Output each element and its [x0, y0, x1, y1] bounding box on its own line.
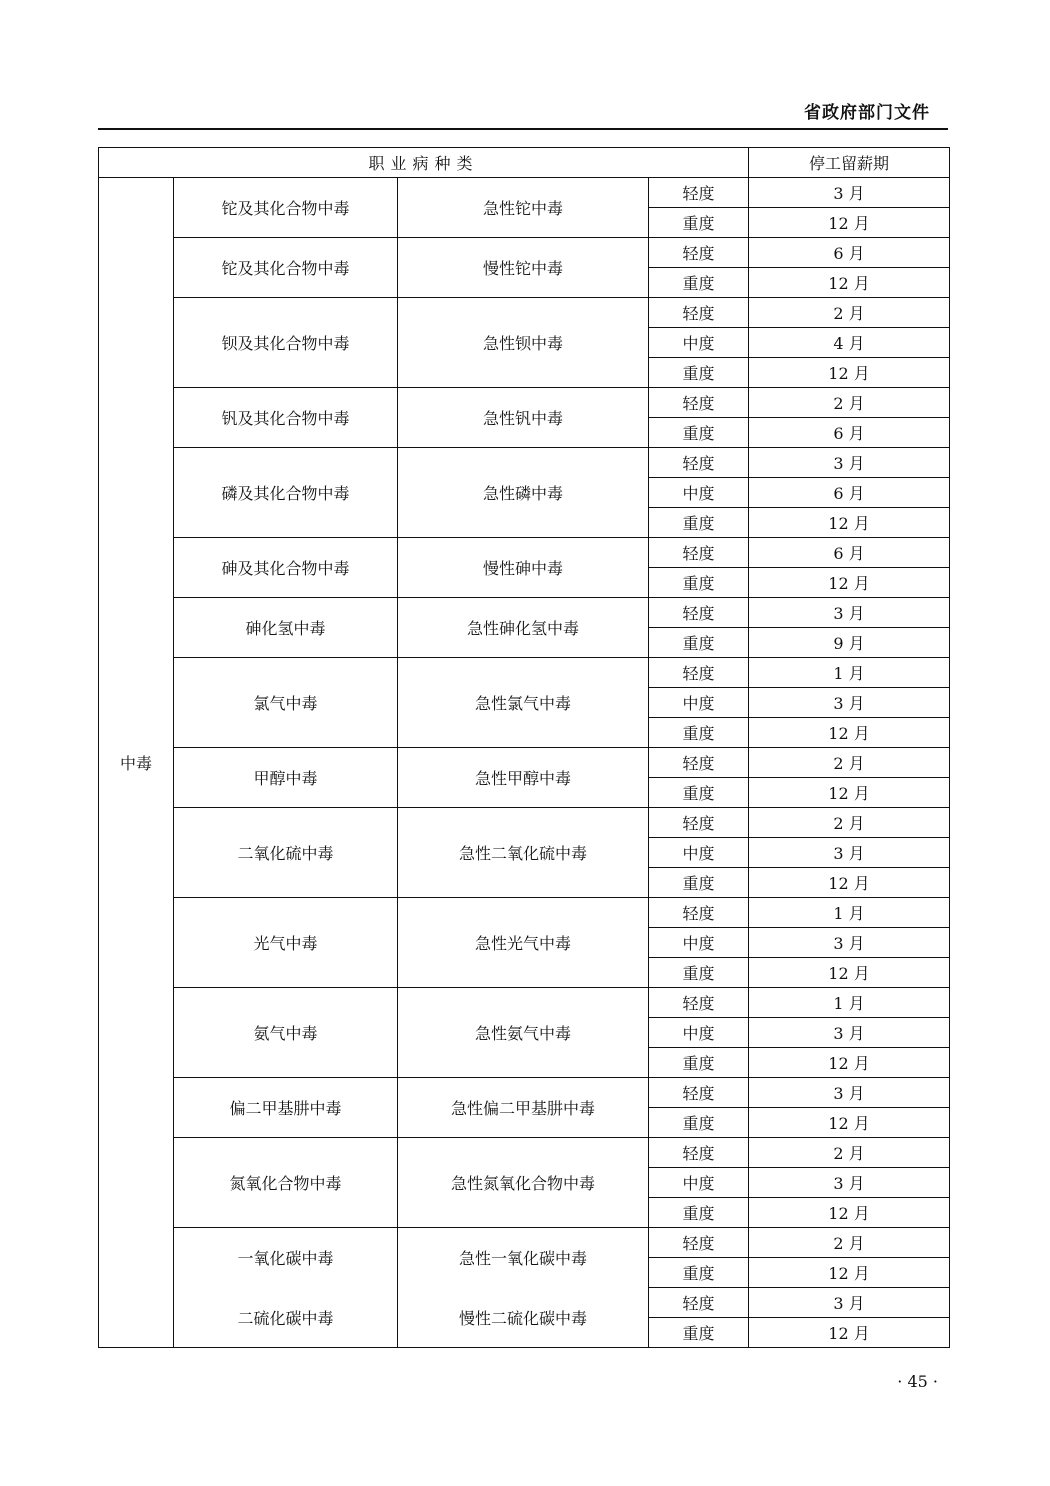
- disease-type-cell: 急性一氧化碳中毒: [398, 1228, 649, 1288]
- leave-period-cell: 12 月: [749, 958, 950, 988]
- category-cell: 中毒: [99, 178, 174, 1348]
- severity-cell: 中度: [649, 838, 749, 868]
- severity-cell: 中度: [649, 328, 749, 358]
- leave-period-cell: 1 月: [749, 988, 950, 1018]
- leave-period-cell: 3 月: [749, 1288, 950, 1318]
- severity-cell: 轻度: [649, 388, 749, 418]
- severity-cell: 重度: [649, 718, 749, 748]
- leave-period-cell: 2 月: [749, 388, 950, 418]
- table-row: [99, 598, 950, 628]
- disease-type-cell: 急性铊中毒: [398, 178, 649, 238]
- disease-name-cell: 二氧化硫中毒: [174, 808, 398, 898]
- disease-type-cell: 急性氨气中毒: [398, 988, 649, 1078]
- disease-name-cell: 光气中毒: [174, 898, 398, 988]
- severity-cell: 轻度: [649, 178, 749, 208]
- table-row: [99, 748, 950, 778]
- severity-cell: 重度: [649, 1048, 749, 1078]
- table-row: [99, 1078, 950, 1108]
- disease-type-cell: 急性甲醇中毒: [398, 748, 649, 808]
- leave-period-cell: 12 月: [749, 1108, 950, 1138]
- leave-period-cell: 6 月: [749, 538, 950, 568]
- disease-name-cell: 二硫化碳中毒: [174, 1288, 398, 1348]
- leave-period-cell: 12 月: [749, 778, 950, 808]
- page-header-title: 省政府部门文件: [804, 103, 930, 123]
- severity-cell: 轻度: [649, 658, 749, 688]
- severity-cell: 重度: [649, 1318, 749, 1348]
- disease-name-cell: 一氧化碳中毒: [174, 1228, 398, 1288]
- table-body: [99, 148, 950, 1348]
- severity-cell: 轻度: [649, 1138, 749, 1168]
- leave-period-cell: 6 月: [749, 478, 950, 508]
- occupational-disease-table: [98, 147, 950, 1348]
- disease-type-cell: 慢性二硫化碳中毒: [398, 1288, 649, 1348]
- disease-type-cell: 急性砷化氢中毒: [398, 598, 649, 658]
- disease-type-cell: 急性氯气中毒: [398, 658, 649, 748]
- leave-period-cell: 3 月: [749, 1018, 950, 1048]
- leave-period-cell: 12 月: [749, 718, 950, 748]
- disease-type-cell: 急性磷中毒: [398, 448, 649, 538]
- severity-cell: 重度: [649, 628, 749, 658]
- leave-period-cell: 12 月: [749, 1048, 950, 1078]
- leave-period-cell: 3 月: [749, 838, 950, 868]
- severity-cell: 重度: [649, 508, 749, 538]
- severity-cell: 中度: [649, 928, 749, 958]
- leave-period-cell: 2 月: [749, 298, 950, 328]
- leave-period-cell: 12 月: [749, 508, 950, 538]
- severity-cell: 轻度: [649, 808, 749, 838]
- severity-cell: 轻度: [649, 298, 749, 328]
- severity-cell: 重度: [649, 958, 749, 988]
- disease-name-cell: 氮氧化合物中毒: [174, 1138, 398, 1228]
- severity-cell: 轻度: [649, 748, 749, 778]
- header-leave-period: 停工留薪期: [749, 148, 950, 178]
- leave-period-cell: 2 月: [749, 808, 950, 838]
- leave-period-cell: 6 月: [749, 418, 950, 448]
- leave-period-cell: 12 月: [749, 208, 950, 238]
- leave-period-cell: 12 月: [749, 1198, 950, 1228]
- severity-cell: 轻度: [649, 1228, 749, 1258]
- leave-period-cell: 2 月: [749, 1138, 950, 1168]
- header-disease-category: 职业病种类: [99, 148, 749, 178]
- disease-name-cell: 氨气中毒: [174, 988, 398, 1078]
- disease-name-cell: 磷及其化合物中毒: [174, 448, 398, 538]
- leave-period-cell: 1 月: [749, 898, 950, 928]
- leave-period-cell: 12 月: [749, 358, 950, 388]
- severity-cell: 轻度: [649, 448, 749, 478]
- severity-cell: 轻度: [649, 1288, 749, 1318]
- disease-name-cell: 氯气中毒: [174, 658, 398, 748]
- leave-period-cell: 3 月: [749, 448, 950, 478]
- leave-period-cell: 3 月: [749, 1168, 950, 1198]
- leave-period-cell: 1 月: [749, 658, 950, 688]
- severity-cell: 中度: [649, 1018, 749, 1048]
- disease-type-cell: 急性偏二甲基肼中毒: [398, 1078, 649, 1138]
- leave-period-cell: 3 月: [749, 928, 950, 958]
- severity-cell: 中度: [649, 1168, 749, 1198]
- leave-period-cell: 3 月: [749, 1078, 950, 1108]
- leave-period-cell: 12 月: [749, 568, 950, 598]
- leave-period-cell: 2 月: [749, 1228, 950, 1258]
- leave-period-cell: 3 月: [749, 178, 950, 208]
- severity-cell: 重度: [649, 208, 749, 238]
- disease-name-cell: 钡及其化合物中毒: [174, 298, 398, 388]
- severity-cell: 重度: [649, 358, 749, 388]
- disease-name-cell: 钒及其化合物中毒: [174, 388, 398, 448]
- severity-cell: 重度: [649, 568, 749, 598]
- leave-period-cell: 12 月: [749, 868, 950, 898]
- table-row: [99, 388, 950, 418]
- disease-name-cell: 铊及其化合物中毒: [174, 178, 398, 238]
- header-divider: [98, 128, 948, 130]
- table-row: [99, 1288, 950, 1318]
- table-row: [99, 658, 950, 688]
- severity-cell: 轻度: [649, 598, 749, 628]
- disease-name-cell: 砷化氢中毒: [174, 598, 398, 658]
- severity-cell: 重度: [649, 1198, 749, 1228]
- severity-cell: 重度: [649, 778, 749, 808]
- disease-type-cell: 慢性砷中毒: [398, 538, 649, 598]
- severity-cell: 轻度: [649, 1078, 749, 1108]
- table-row: [99, 538, 950, 568]
- leave-period-cell: 12 月: [749, 268, 950, 298]
- leave-period-cell: 9 月: [749, 628, 950, 658]
- disease-name-cell: 甲醇中毒: [174, 748, 398, 808]
- table-row: [99, 298, 950, 328]
- severity-cell: 轻度: [649, 988, 749, 1018]
- table-row: [99, 988, 950, 1018]
- table-row: [99, 1228, 950, 1258]
- severity-cell: 重度: [649, 868, 749, 898]
- severity-cell: 轻度: [649, 538, 749, 568]
- disease-type-cell: 急性二氧化硫中毒: [398, 808, 649, 898]
- severity-cell: 轻度: [649, 898, 749, 928]
- table-row: [99, 178, 950, 208]
- leave-period-cell: 12 月: [749, 1318, 950, 1348]
- severity-cell: 中度: [649, 688, 749, 718]
- severity-cell: 重度: [649, 1108, 749, 1138]
- disease-name-cell: 砷及其化合物中毒: [174, 538, 398, 598]
- leave-period-cell: 2 月: [749, 748, 950, 778]
- disease-type-cell: 急性光气中毒: [398, 898, 649, 988]
- leave-period-cell: 12 月: [749, 1258, 950, 1288]
- leave-period-cell: 3 月: [749, 688, 950, 718]
- disease-name-cell: 偏二甲基肼中毒: [174, 1078, 398, 1138]
- page-number: · 45 ·: [897, 1372, 938, 1391]
- leave-period-cell: 3 月: [749, 598, 950, 628]
- table-row: [99, 1138, 950, 1168]
- severity-cell: 轻度: [649, 238, 749, 268]
- disease-name-cell: 铊及其化合物中毒: [174, 238, 398, 298]
- severity-cell: 重度: [649, 1258, 749, 1288]
- table-row: [99, 808, 950, 838]
- severity-cell: 重度: [649, 268, 749, 298]
- table-row: [99, 448, 950, 478]
- disease-type-cell: 急性钡中毒: [398, 298, 649, 388]
- leave-period-cell: 6 月: [749, 238, 950, 268]
- table-row: [99, 238, 950, 268]
- severity-cell: 重度: [649, 418, 749, 448]
- severity-cell: 中度: [649, 478, 749, 508]
- leave-period-cell: 4 月: [749, 328, 950, 358]
- disease-type-cell: 急性氮氧化合物中毒: [398, 1138, 649, 1228]
- disease-type-cell: 急性钒中毒: [398, 388, 649, 448]
- disease-type-cell: 慢性铊中毒: [398, 238, 649, 298]
- table-row: [99, 898, 950, 928]
- table-header-row: [99, 148, 950, 178]
